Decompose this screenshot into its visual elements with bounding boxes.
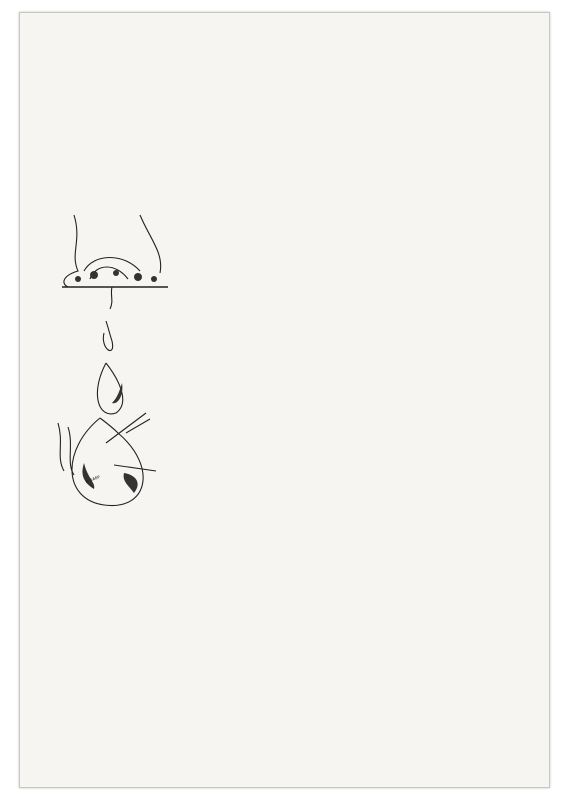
document-page [19, 12, 550, 788]
dripping-drops-illustration [54, 213, 172, 515]
svg-text:ᴀ sᴀᴇᴘ: ᴀ sᴀᴇᴘ [84, 474, 101, 485]
